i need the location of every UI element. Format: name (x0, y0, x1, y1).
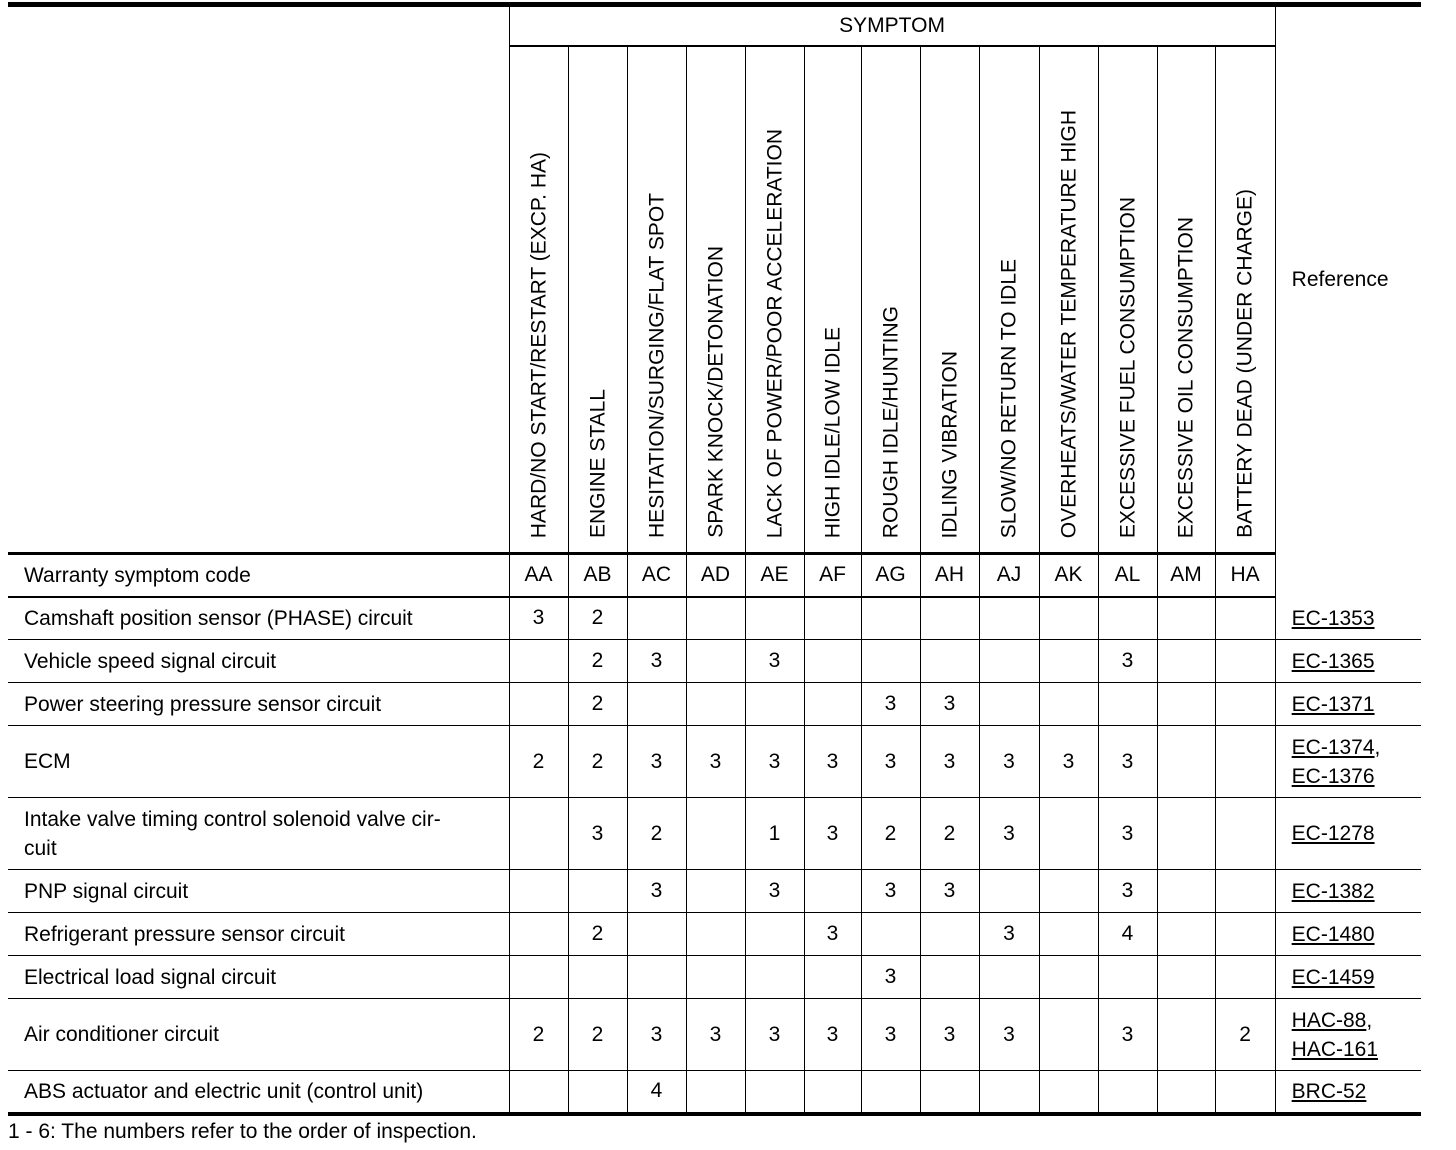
priority-cell (979, 1071, 1039, 1114)
symptom-label: EXCESSIVE FUEL CONSUMPTION (1116, 196, 1139, 538)
priority-cell: 3 (804, 913, 861, 956)
circuit-label (8, 956, 509, 999)
priority-cell (627, 683, 686, 726)
priority-cell (1215, 1071, 1275, 1114)
warranty-code: AC (627, 554, 686, 597)
priority-cell: 2 (861, 798, 920, 870)
priority-cell (920, 1071, 979, 1114)
priority-cell (686, 597, 745, 640)
priority-cell (920, 597, 979, 640)
circuit-label-line: PNP signal circuit (24, 879, 189, 903)
table-row (8, 640, 1421, 683)
reference-line (1292, 920, 1422, 949)
symptom-column-header (861, 46, 920, 554)
priority-cell (686, 798, 745, 870)
priority-cell (920, 640, 979, 683)
circuit-label-line: ABS actuator and electric unit (control unit) (24, 1079, 424, 1103)
symptom-label: LACK OF POWER/POOR ACCELERATION (763, 128, 786, 538)
priority-cell (1215, 956, 1275, 999)
reference-line (1292, 604, 1422, 633)
priority-cell (745, 956, 804, 999)
symptom-column-header (509, 46, 568, 554)
table-row (8, 683, 1421, 726)
circuit-label (8, 798, 509, 870)
priority-cell (1039, 1071, 1098, 1114)
warranty-code: AD (686, 554, 745, 597)
priority-cell: 1 (745, 798, 804, 870)
warranty-code-row (8, 554, 1421, 597)
reference-cell (1275, 1071, 1421, 1114)
priority-cell (1039, 956, 1098, 999)
priority-cell (920, 956, 979, 999)
reference-line (1292, 1035, 1422, 1064)
priority-cell: 3 (745, 640, 804, 683)
reference-line (1292, 877, 1422, 906)
warranty-code: AF (804, 554, 861, 597)
warranty-code: AM (1157, 554, 1215, 597)
footnote: 1 - 6: The numbers refer to the order of inspection. (8, 1120, 477, 1143)
priority-cell: 3 (920, 726, 979, 798)
priority-cell (1157, 798, 1215, 870)
symptom-label: HARD/NO START/RESTART (EXCP. HA) (527, 151, 550, 538)
priority-cell (627, 913, 686, 956)
priority-cell (1098, 597, 1157, 640)
priority-cell (509, 1071, 568, 1114)
priority-cell (804, 1071, 861, 1114)
priority-cell (1098, 956, 1157, 999)
priority-cell: 2 (568, 726, 627, 798)
priority-cell: 2 (1215, 999, 1275, 1071)
header-row-symptoms (8, 46, 1421, 554)
priority-cell (686, 640, 745, 683)
header-row-title (8, 5, 1421, 47)
symptom-label: IDLING VIBRATION (938, 350, 961, 538)
circuit-label (8, 913, 509, 956)
priority-cell (568, 870, 627, 913)
symptom-column-header (627, 46, 686, 554)
warranty-code: AJ (979, 554, 1039, 597)
priority-cell (1039, 683, 1098, 726)
warranty-code: AB (568, 554, 627, 597)
priority-cell (509, 956, 568, 999)
warranty-code: AL (1098, 554, 1157, 597)
priority-cell (1215, 798, 1275, 870)
priority-cell (1215, 913, 1275, 956)
table-row (8, 1071, 1421, 1114)
priority-cell (1098, 1071, 1157, 1114)
priority-cell: 3 (861, 956, 920, 999)
circuit-label-line: Electrical load signal circuit (24, 965, 277, 989)
symptom-label: EXCESSIVE OIL CONSUMPTION (1174, 216, 1198, 538)
priority-cell: 4 (1098, 913, 1157, 956)
priority-cell (861, 913, 920, 956)
reference-cell (1275, 870, 1421, 913)
priority-cell: 2 (568, 597, 627, 640)
priority-cell (979, 956, 1039, 999)
circuit-label (8, 999, 509, 1071)
priority-cell (627, 597, 686, 640)
reference-heading: Reference (1291, 268, 1389, 292)
symptom-column-header (568, 46, 627, 554)
priority-cell: 3 (1098, 798, 1157, 870)
priority-cell: 3 (1098, 726, 1157, 798)
priority-cell (1039, 597, 1098, 640)
circuit-label-line: Air conditioner circuit (24, 1023, 219, 1046)
priority-cell (686, 683, 745, 726)
priority-cell (804, 956, 861, 999)
table-row (8, 956, 1421, 999)
priority-cell (979, 640, 1039, 683)
priority-cell: 2 (568, 913, 627, 956)
symptom-label: HESITATION/SURGING/FLAT SPOT (645, 193, 668, 538)
reference-link[interactable]: EC-1376 (1291, 764, 1375, 788)
symptom-column-header (920, 46, 979, 554)
priority-cell: 4 (627, 1071, 686, 1114)
priority-cell: 3 (1098, 640, 1157, 683)
priority-cell (804, 683, 861, 726)
priority-cell: 3 (861, 683, 920, 726)
priority-cell (1039, 870, 1098, 913)
priority-cell (1157, 597, 1215, 640)
priority-cell (686, 1071, 745, 1114)
circuit-label-line: Intake valve timing control solenoid valve cir- (24, 807, 441, 831)
reference-link[interactable]: EC-1278 (1291, 822, 1375, 845)
symptom-label: HIGH IDLE/LOW IDLE (821, 326, 844, 538)
reference-line (1292, 690, 1422, 719)
priority-cell (509, 913, 568, 956)
priority-cell (804, 870, 861, 913)
symptom-label: SPARK KNOCK/DETONATION (704, 246, 727, 538)
priority-cell (568, 956, 627, 999)
priority-cell (979, 683, 1039, 726)
priority-cell (1157, 913, 1215, 956)
priority-cell: 3 (979, 999, 1039, 1071)
symptom-label: ENGINE STALL (586, 389, 609, 538)
warranty-code: AH (920, 554, 979, 597)
symptom-label: SLOW/NO RETURN TO IDLE (997, 258, 1021, 538)
priority-cell (1215, 597, 1275, 640)
circuit-label-line: Refrigerant pressure sensor circuit (24, 922, 345, 946)
reference-line (1292, 819, 1422, 848)
priority-cell: 3 (1098, 870, 1157, 913)
reference-cell (1275, 683, 1421, 726)
circuit-label (8, 726, 509, 798)
priority-cell: 3 (627, 870, 686, 913)
reference-link[interactable]: EC-1480 (1291, 922, 1375, 946)
priority-cell: 3 (920, 683, 979, 726)
table-row (8, 597, 1421, 640)
priority-cell: 3 (1098, 999, 1157, 1071)
blank-corner (8, 5, 509, 47)
priority-cell: 3 (861, 726, 920, 798)
priority-cell: 2 (568, 999, 627, 1071)
symptom-label: OVERHEATS/WATER TEMPERATURE HIGH (1057, 109, 1080, 538)
priority-cell (509, 798, 568, 870)
priority-cell: 3 (920, 870, 979, 913)
priority-cell (1039, 913, 1098, 956)
priority-cell (979, 597, 1039, 640)
circuit-label-line: Vehicle speed signal circuit (24, 649, 277, 673)
symptom-label: ROUGH IDLE/HUNTING (879, 305, 902, 538)
priority-cell (509, 640, 568, 683)
priority-cell: 3 (861, 870, 920, 913)
symptom-column-header (804, 46, 861, 554)
priority-cell (1039, 798, 1098, 870)
table-row (8, 726, 1421, 798)
reference-link[interactable]: HAC-88 (1291, 1008, 1367, 1032)
priority-cell: 2 (568, 683, 627, 726)
priority-cell: 3 (920, 999, 979, 1071)
reference-separator: , (1366, 1008, 1373, 1032)
circuit-label (8, 870, 509, 913)
symptom-column-header (686, 46, 745, 554)
reference-link[interactable]: EC-1371 (1291, 692, 1375, 716)
reference-link[interactable]: EC-1365 (1291, 649, 1375, 673)
priority-cell: 3 (686, 999, 745, 1071)
circuit-label (8, 683, 509, 726)
circuit-label-line: ECM (24, 750, 71, 773)
priority-cell (745, 1071, 804, 1114)
reference-line (1292, 1077, 1422, 1106)
reference-link[interactable]: EC-1382 (1291, 879, 1375, 903)
priority-cell: 3 (627, 726, 686, 798)
reference-cell (1275, 956, 1421, 999)
priority-cell (686, 913, 745, 956)
priority-cell (1039, 640, 1098, 683)
circuit-label-line: Power steering pressure sensor circuit (24, 692, 382, 716)
priority-cell (1098, 683, 1157, 726)
priority-cell (1215, 726, 1275, 798)
priority-cell: 2 (509, 999, 568, 1071)
priority-cell (1157, 1071, 1215, 1114)
priority-cell: 3 (979, 726, 1039, 798)
warranty-code: AA (509, 554, 568, 597)
priority-cell: 2 (627, 798, 686, 870)
reference-blank (1275, 554, 1421, 597)
table-row (8, 913, 1421, 956)
priority-cell: 3 (979, 913, 1039, 956)
priority-cell (627, 956, 686, 999)
circuit-label-line: Camshaft position sensor (PHASE) circuit (24, 606, 413, 630)
priority-cell (1215, 683, 1275, 726)
warranty-code: AG (861, 554, 920, 597)
priority-cell (1215, 870, 1275, 913)
priority-cell (745, 597, 804, 640)
priority-cell (1039, 999, 1098, 1071)
warranty-code: HA (1215, 554, 1275, 597)
priority-cell: 3 (686, 726, 745, 798)
table-row (8, 870, 1421, 913)
priority-cell (1157, 683, 1215, 726)
priority-cell: 3 (804, 999, 861, 1071)
priority-cell (861, 640, 920, 683)
priority-cell (861, 1071, 920, 1114)
reference-link[interactable]: EC-1374 (1291, 735, 1375, 759)
circuit-label (8, 640, 509, 683)
priority-cell (686, 870, 745, 913)
priority-cell (745, 683, 804, 726)
symptom-label: BATTERY DEAD (UNDER CHARGE) (1233, 189, 1257, 538)
reference-cell (1275, 726, 1421, 798)
warranty-code-label: Warranty symptom code (8, 554, 509, 597)
priority-cell: 3 (568, 798, 627, 870)
priority-cell: 3 (804, 726, 861, 798)
priority-cell (861, 597, 920, 640)
priority-cell (509, 870, 568, 913)
symptom-column-header (979, 46, 1039, 554)
reference-link[interactable]: EC-1459 (1291, 965, 1375, 989)
warranty-code: AK (1039, 554, 1098, 597)
priority-cell (979, 870, 1039, 913)
symptom-column-header (745, 46, 804, 554)
reference-line (1292, 1006, 1422, 1035)
priority-cell: 3 (861, 999, 920, 1071)
priority-cell (509, 683, 568, 726)
reference-cell (1275, 798, 1421, 870)
priority-cell: 3 (627, 640, 686, 683)
priority-cell: 2 (509, 726, 568, 798)
priority-cell (686, 956, 745, 999)
priority-cell: 3 (627, 999, 686, 1071)
reference-cell (1275, 913, 1421, 956)
reference-line (1292, 647, 1422, 676)
priority-cell (1157, 640, 1215, 683)
reference-line (1292, 963, 1422, 992)
symptom-column-header (1039, 46, 1098, 554)
priority-cell (1157, 870, 1215, 913)
priority-cell: 3 (804, 798, 861, 870)
table-row (8, 999, 1421, 1071)
circuit-label (8, 597, 509, 640)
priority-cell: 2 (920, 798, 979, 870)
reference-line (1292, 762, 1422, 791)
priority-cell (804, 597, 861, 640)
symptom-table (8, 2, 1421, 1116)
priority-cell: 3 (745, 870, 804, 913)
symptom-matrix (8, 2, 1420, 1116)
circuit-label-line: cuit (24, 836, 57, 860)
warranty-code: AE (745, 554, 804, 597)
reference-cell (1275, 999, 1421, 1071)
priority-cell: 2 (568, 640, 627, 683)
priority-cell (1157, 956, 1215, 999)
priority-cell (745, 913, 804, 956)
priority-cell (568, 1071, 627, 1114)
symptom-column-header (1098, 46, 1157, 554)
priority-cell (1157, 726, 1215, 798)
priority-cell: 3 (745, 999, 804, 1071)
reference-separator: , (1374, 735, 1381, 759)
priority-cell: 3 (509, 597, 568, 640)
priority-cell: 3 (745, 726, 804, 798)
reference-link[interactable]: EC-1353 (1291, 606, 1375, 630)
priority-cell: 3 (979, 798, 1039, 870)
priority-cell: 3 (1039, 726, 1098, 798)
reference-cell (1275, 640, 1421, 683)
priority-cell (1215, 640, 1275, 683)
priority-cell (804, 640, 861, 683)
reference-cell (1275, 597, 1421, 640)
reference-link[interactable]: BRC-52 (1291, 1079, 1367, 1103)
reference-line (1292, 733, 1422, 762)
table-row (8, 798, 1421, 870)
symptom-column-header (1215, 46, 1275, 554)
priority-cell (1157, 999, 1215, 1071)
blank-corner-lower (8, 46, 509, 554)
circuit-label (8, 1071, 509, 1114)
priority-cell (920, 913, 979, 956)
reference-link[interactable]: HAC-161 (1291, 1037, 1379, 1061)
symptom-heading: SYMPTOM (509, 5, 1275, 47)
symptom-column-header (1157, 46, 1215, 554)
